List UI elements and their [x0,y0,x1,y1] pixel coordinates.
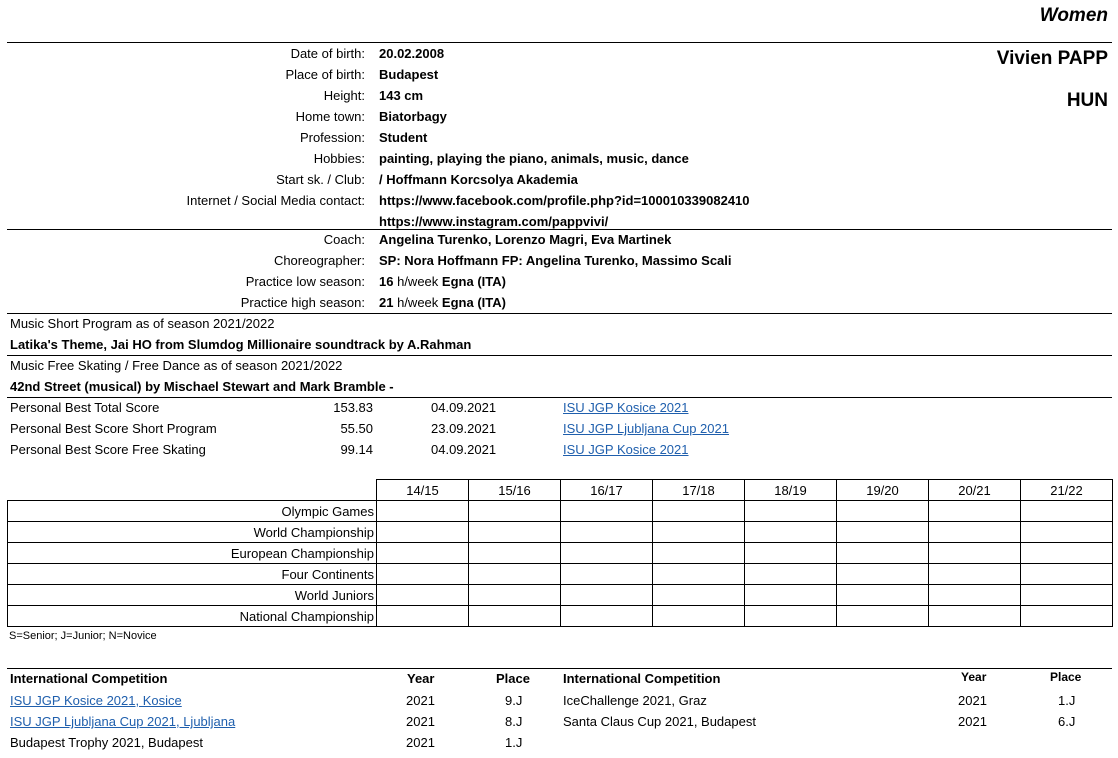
season-cell [653,606,745,627]
practice-hours: 16 [379,274,394,289]
seasons-row [8,543,1113,564]
pb-date: 23.09.2021 [431,421,497,436]
competition-link[interactable]: ISU JGP Kosice 2021, Kosice [10,693,182,708]
season-cell [377,606,469,627]
pb-label: Personal Best Score Free Skating [10,442,206,457]
category-title: Women [1039,5,1108,26]
competition-place: 9.J [505,693,523,708]
practice-unit: h/week [397,295,439,310]
season-cell [469,564,561,585]
training-value: SP: Nora Hoffmann FP: Angelina Turenko, Massimo Scali [379,253,732,268]
season-cell [929,606,1021,627]
place-header-left: Place [496,671,530,686]
bio-value[interactable]: https://www.instagram.com/pappvivi/ [379,214,609,229]
divider [7,355,1112,356]
season-header: 15/16 [469,480,561,501]
pb-score: 99.14 [340,442,373,457]
practice-label: Practice high season: [240,295,365,310]
season-cell [745,585,837,606]
seasons-row-label: European Championship [8,543,377,564]
bio-label: Profession: [299,130,365,145]
season-cell [377,522,469,543]
competition-place: 6.J [1058,714,1076,729]
season-cell [469,606,561,627]
music-free-value: 42nd Street (musical) by Mischael Stewart and Mark Bramble - [10,379,394,394]
competition-place: 1.J [505,735,523,750]
bio-label: Height: [323,88,365,103]
season-cell [377,543,469,564]
season-cell [653,522,745,543]
practice-value [379,274,506,289]
season-cell [653,564,745,585]
place-header-right: Place [1050,670,1082,684]
pb-event-link[interactable]: ISU JGP Kosice 2021 [563,400,689,415]
season-header: 19/20 [837,480,929,501]
year-header-right: Year [961,670,987,684]
season-cell [929,564,1021,585]
divider [7,313,1112,314]
bio-value: painting, playing the piano, animals, music, dance [379,151,689,166]
seasons-header-row [8,480,1113,501]
comp-header-left: International Competition [10,671,168,686]
season-cell [837,501,929,522]
season-cell [561,522,653,543]
season-cell [653,585,745,606]
seasons-row [8,585,1113,606]
season-cell [929,522,1021,543]
season-cell [561,564,653,585]
competition-year: 2021 [958,693,987,708]
season-cell [1021,564,1113,585]
seasons-row-label: National Championship [8,606,377,627]
season-cell [561,543,653,564]
season-cell [561,585,653,606]
season-cell [1021,522,1113,543]
seasons-row [8,606,1113,627]
pb-score: 55.50 [340,421,373,436]
season-cell [745,501,837,522]
divider [7,229,1112,230]
competition-year: 2021 [958,714,987,729]
practice-value [379,295,506,310]
practice-unit: h/week [397,274,439,289]
season-cell [469,543,561,564]
bio-label: Home town: [295,109,365,124]
seasons-legend: S=Senior; J=Junior; N=Novice [9,630,157,642]
pb-date: 04.09.2021 [431,442,497,457]
bio-label: Start sk. / Club: [276,172,365,187]
seasons-row-label: Four Continents [8,564,377,585]
season-cell [929,543,1021,564]
competition-year: 2021 [406,693,435,708]
bio-value: Budapest [379,67,439,82]
season-cell [377,564,469,585]
bio-label: Hobbies: [313,151,365,166]
season-cell [929,501,1021,522]
season-cell [1021,606,1113,627]
season-cell [837,522,929,543]
season-header: 21/22 [1021,480,1113,501]
seasons-row [8,522,1113,543]
season-cell [745,543,837,564]
bio-value[interactable]: https://www.facebook.com/profile.php?id=100010339082410 [379,193,750,208]
year-header-left: Year [407,671,435,686]
season-cell [837,585,929,606]
competition-name: Budapest Trophy 2021, Budapest [10,735,203,750]
seasons-row [8,564,1113,585]
season-cell [561,501,653,522]
music-short-label: Music Short Program as of season 2021/2022 [10,316,275,331]
season-cell [469,501,561,522]
season-cell [469,522,561,543]
season-cell [745,522,837,543]
season-cell [745,606,837,627]
seasons-row-label: World Championship [8,522,377,543]
training-label: Choreographer: [273,253,365,268]
competition-place: 1.J [1058,693,1076,708]
bio-value: / Hoffmann Korcsolya Akademia [379,172,578,187]
pb-event-link[interactable]: ISU JGP Ljubljana Cup 2021 [563,421,729,436]
bio-value: 143 cm [379,88,424,103]
bio-label: Date of birth: [290,46,365,61]
seasons-table [7,479,1113,627]
seasons-row-label: Olympic Games [8,501,377,522]
season-header: 16/17 [561,480,653,501]
pb-score: 153.83 [333,400,373,415]
divider [7,42,1112,43]
season-cell [561,606,653,627]
season-cell [377,501,469,522]
season-cell [745,564,837,585]
bio-value: Student [379,130,428,145]
season-cell [837,564,929,585]
season-cell [653,543,745,564]
season-cell [837,606,929,627]
bio-value: Biatorbagy [379,109,447,124]
season-header: 17/18 [653,480,745,501]
season-cell [1021,501,1113,522]
bio-label: Place of birth: [285,67,365,82]
bio-label: Internet / Social Media contact: [186,193,365,208]
competition-link[interactable]: ISU JGP Ljubljana Cup 2021, Ljubljana [10,714,236,729]
training-label: Coach: [323,232,365,247]
seasons-row [8,501,1113,522]
pb-label: Personal Best Total Score [10,400,160,415]
pb-date: 04.09.2021 [431,400,497,415]
comp-header-right: International Competition [563,671,721,686]
seasons-corner [8,480,377,501]
practice-place: Egna (ITA) [441,274,506,289]
competition-name: IceChallenge 2021, Graz [563,693,707,708]
competition-place: 8.J [505,714,523,729]
pb-label: Personal Best Score Short Program [10,421,217,436]
season-cell [377,585,469,606]
competition-year: 2021 [406,714,435,729]
season-cell [837,543,929,564]
season-header: 18/19 [745,480,837,501]
bio-value: 20.02.2008 [379,46,445,61]
practice-hours: 21 [379,295,394,310]
music-short-value: Latika's Theme, Jai HO from Slumdog Millionaire soundtrack by A.Rahman [10,337,472,352]
pb-event-link[interactable]: ISU JGP Kosice 2021 [563,442,689,457]
athlete-name: Vivien PAPP [996,48,1108,69]
training-value: Angelina Turenko, Lorenzo Magri, Eva Martinek [379,232,672,247]
season-header: 20/21 [929,480,1021,501]
season-cell [1021,543,1113,564]
competition-name: Santa Claus Cup 2021, Budapest [563,714,756,729]
athlete-nation: HUN [1066,90,1108,111]
season-cell [929,585,1021,606]
season-cell [653,501,745,522]
season-cell [469,585,561,606]
practice-label: Practice low season: [245,274,365,289]
season-header: 14/15 [377,480,469,501]
competition-year: 2021 [406,735,435,750]
divider [7,668,1112,669]
divider [7,397,1112,398]
practice-place: Egna (ITA) [441,295,506,310]
seasons-row-label: World Juniors [8,585,377,606]
season-cell [1021,585,1113,606]
music-free-label: Music Free Skating / Free Dance as of season 2021/2022 [10,358,343,373]
